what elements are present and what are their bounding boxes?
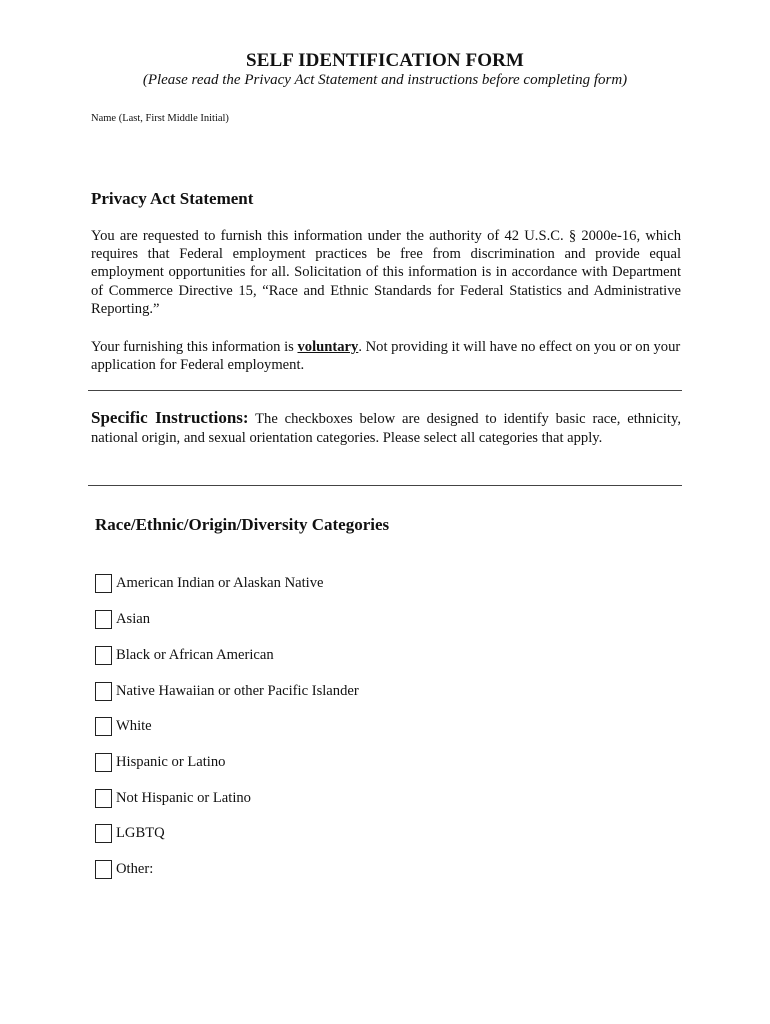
category-label: White [116,717,152,734]
category-white[interactable] [95,715,152,737]
instructions-heading: Specific Instructions: [91,408,249,427]
voluntary-text-before: Your furnishing this information is [91,339,298,355]
category-american-indian[interactable] [95,572,323,594]
category-label: LGBTQ [116,824,165,841]
privacy-paragraph: You are requested to furnish this information under the authority of 42 U.S.C. § 2000e-16, which requires that Federal employment practices be free from discrimination and provide equal employment opportunities for all. Solicitation of this information is in accordance with Department of Commerce Directive 15, “Race and Ethnic Standards for Federal Statistics and Administrative Reporting.” [91,228,681,317]
checkbox[interactable] [95,610,112,629]
divider-bottom [88,485,682,486]
name-field-label: Name (Last, First Middle Initial) [91,113,229,124]
privacy-heading: Privacy Act Statement [91,189,254,208]
checkbox[interactable] [95,717,112,736]
category-hispanic[interactable] [95,751,225,773]
checkbox[interactable] [95,789,112,808]
instructions-paragraph [91,408,681,448]
category-native-hawaiian[interactable] [95,680,359,702]
category-label: Hispanic or Latino [116,753,226,770]
voluntary-text-after: . Not providing it will have no effect on you or on your application for Federal employment. [91,339,681,374]
category-other[interactable] [95,858,153,880]
checkbox[interactable] [95,824,112,843]
categories-heading: Race/Ethnic/Origin/Diversity Categories [95,515,390,534]
checkbox[interactable] [95,860,112,879]
category-lgbtq[interactable] [95,822,165,844]
divider-top [88,390,682,391]
category-asian[interactable] [95,608,150,630]
instructions-text: The checkboxes below are designed to identify basic race, ethnicity, national origin, and sexual orientation categories. Please select all categories that apply. [91,411,681,446]
category-label: Not Hispanic or Latino [116,789,251,806]
category-label: Black or African American [116,646,274,663]
category-not-hispanic[interactable] [95,787,251,809]
category-label: Other: [116,860,154,877]
form-title: SELF IDENTIFICATION FORM [246,50,524,71]
checkbox[interactable] [95,574,112,593]
category-label: American Indian or Alaskan Native [116,574,324,591]
checkbox[interactable] [95,646,112,665]
voluntary-paragraph [91,338,681,374]
category-label: Asian [116,610,151,627]
category-black[interactable] [95,644,274,666]
voluntary-word: voluntary [297,339,359,355]
category-label: Native Hawaiian or other Pacific Islander [116,682,359,699]
checkbox[interactable] [95,682,112,701]
checkbox[interactable] [95,753,112,772]
form-subtitle: (Please read the Privacy Act Statement and instructions before completing form) [142,72,628,88]
